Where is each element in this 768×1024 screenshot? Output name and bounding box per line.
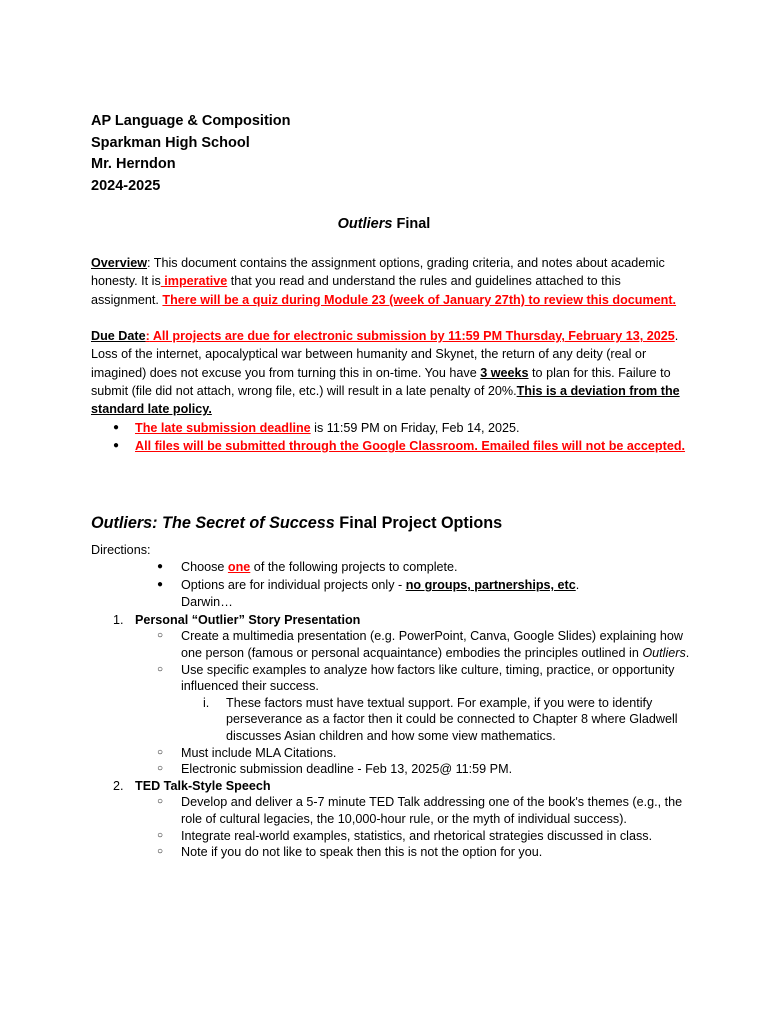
- overview-paragraph: [91, 254, 691, 309]
- circle-marker: ○: [157, 663, 164, 675]
- school-year: 2024-2025: [91, 177, 161, 194]
- direction-2-c: .: [575, 578, 580, 593]
- overview-label: Overview: [91, 256, 148, 270]
- roman-numeral: i.: [203, 695, 210, 710]
- due-text-1: . Loss of the internet, apocalyptical war between humanity and Skynet, the return of any deity (real or imagined) does not excuse you from turning this in on-time. You have: [91, 329, 679, 380]
- list-item: [91, 745, 691, 762]
- due-date-paragraph: [91, 327, 691, 418]
- project-2: [91, 778, 691, 795]
- p1-sub-2: Use specific examples to analyze how factors like culture, timing, practice, or opportunity influenced their success.: [181, 662, 675, 694]
- list-item: [91, 628, 691, 661]
- late-deadline-text: is 11:59 PM on Friday, Feb 14, 2025.: [310, 420, 520, 435]
- directions-label: Directions:: [91, 543, 151, 557]
- p1-sub-3: Must include MLA Citations.: [181, 745, 337, 760]
- bullet-marker: ●: [157, 579, 164, 591]
- direction-1-b: of the following projects to complete.: [250, 560, 458, 574]
- list-item: [91, 437, 691, 455]
- list-item: [91, 828, 691, 845]
- p1-sub-1-b: .: [685, 645, 690, 660]
- teacher-name: Mr. Herndon: [91, 156, 176, 172]
- section-heading-rest: Final Project Options: [334, 514, 503, 532]
- direction-1-a: Choose: [181, 560, 228, 574]
- section-heading-italic: Outliers: The Secret of Success: [91, 514, 335, 532]
- due-date-label: Due Date: [91, 329, 146, 344]
- p2-sub-2: Integrate real-world examples, statistics, and rhetorical strategies discussed in class.: [181, 828, 653, 843]
- list-item: [91, 695, 691, 745]
- project-title: Personal “Outlier” Story Presentation: [135, 612, 361, 627]
- google-classroom-notice: All files will be submitted through the Google Classroom. Emailed files will not be accepted.: [135, 438, 686, 453]
- no-groups-emphasis: no groups, partnerships, etc: [405, 578, 576, 593]
- bullet-marker: ●: [113, 421, 120, 433]
- circle-marker: ○: [157, 763, 164, 775]
- overview-text-1: : This document contains the assignment options, grading criteria, and notes about academic honesty. It is: [91, 256, 665, 289]
- list-item: [91, 844, 691, 861]
- p1-sub-1-a: Create a multimedia presentation (e.g. PowerPoint, Canva, Google Slides) explaining how one person (famous or personal acquaintance) embodies the principles outlined in: [181, 629, 683, 660]
- circle-marker: ○: [157, 630, 164, 642]
- p1-roman-1: These factors must have textual support. For example, if you were to identify perseverance as a factor then it could be connected to Chapter 8 where Gladwell discusses Asian children and how some view mathematics.: [226, 695, 678, 743]
- due-colon: :: [145, 329, 150, 344]
- school-name: Sparkman High School: [91, 134, 250, 151]
- direction-2-a: Options are for individual projects only -: [181, 578, 406, 593]
- project-title: TED Talk-Style Speech: [135, 778, 271, 793]
- p1-sub-4: Electronic submission deadline - Feb 13, 2025@ 11:59 PM.: [181, 762, 513, 777]
- bullet-marker: ●: [157, 561, 164, 572]
- intro-body: [91, 254, 691, 455]
- late-policy-deviation: This is a deviation from the standard late policy.: [91, 384, 680, 417]
- late-deadline-label: The late submission deadline: [135, 420, 311, 435]
- title-italic: Outliers: [337, 216, 393, 232]
- list-item: [91, 419, 691, 437]
- list-item: [91, 662, 691, 695]
- three-weeks: 3 weeks: [480, 365, 529, 380]
- due-deadline: All projects are due for electronic submission by 11:59 PM Thursday, February 13, 2025: [149, 329, 675, 344]
- list-item: [91, 761, 691, 778]
- circle-marker: ○: [157, 796, 164, 808]
- circle-marker: ○: [157, 846, 164, 858]
- quiz-notice: There will be a quiz during Module 23 (week of January 27th) to review this document.: [162, 292, 677, 307]
- p2-sub-1: Develop and deliver a 5-7 minute TED Talk addressing one of the book's themes (e.g., the role of cultural legacies, the 10,000-hour rule, or the myth of individual success).: [181, 795, 683, 826]
- project-number: 2.: [113, 778, 124, 793]
- list-item: [91, 794, 691, 827]
- imperative-text: imperative: [160, 274, 228, 289]
- one-emphasis: one: [227, 560, 251, 574]
- circle-marker: ○: [157, 746, 164, 758]
- circle-marker: ○: [157, 829, 164, 841]
- due-text-2: to plan for this. Failure to submit (file did not attach, wrong file, etc.) will result in a late penalty of 20%.: [91, 365, 671, 399]
- section-heading: [91, 514, 502, 533]
- list-item: [91, 559, 691, 576]
- bullet-marker: ●: [113, 439, 120, 451]
- title-rest: Final: [392, 216, 431, 232]
- course-name: AP Language & Composition: [91, 113, 291, 129]
- p2-sub-3: Note if you do not like to speak then this is not the option for you.: [181, 845, 543, 860]
- document-header: [91, 111, 291, 197]
- darwin-text: Darwin…: [181, 594, 233, 609]
- project-1: [91, 612, 691, 629]
- overview-text-2: that you read and understand the rules and guidelines attached to this assignment.: [91, 274, 621, 307]
- project-number: 1.: [113, 612, 124, 627]
- project-options: [91, 559, 691, 861]
- p1-sub-1-italic: Outliers: [642, 645, 686, 660]
- list-item: [91, 577, 691, 594]
- document-title: [0, 216, 768, 232]
